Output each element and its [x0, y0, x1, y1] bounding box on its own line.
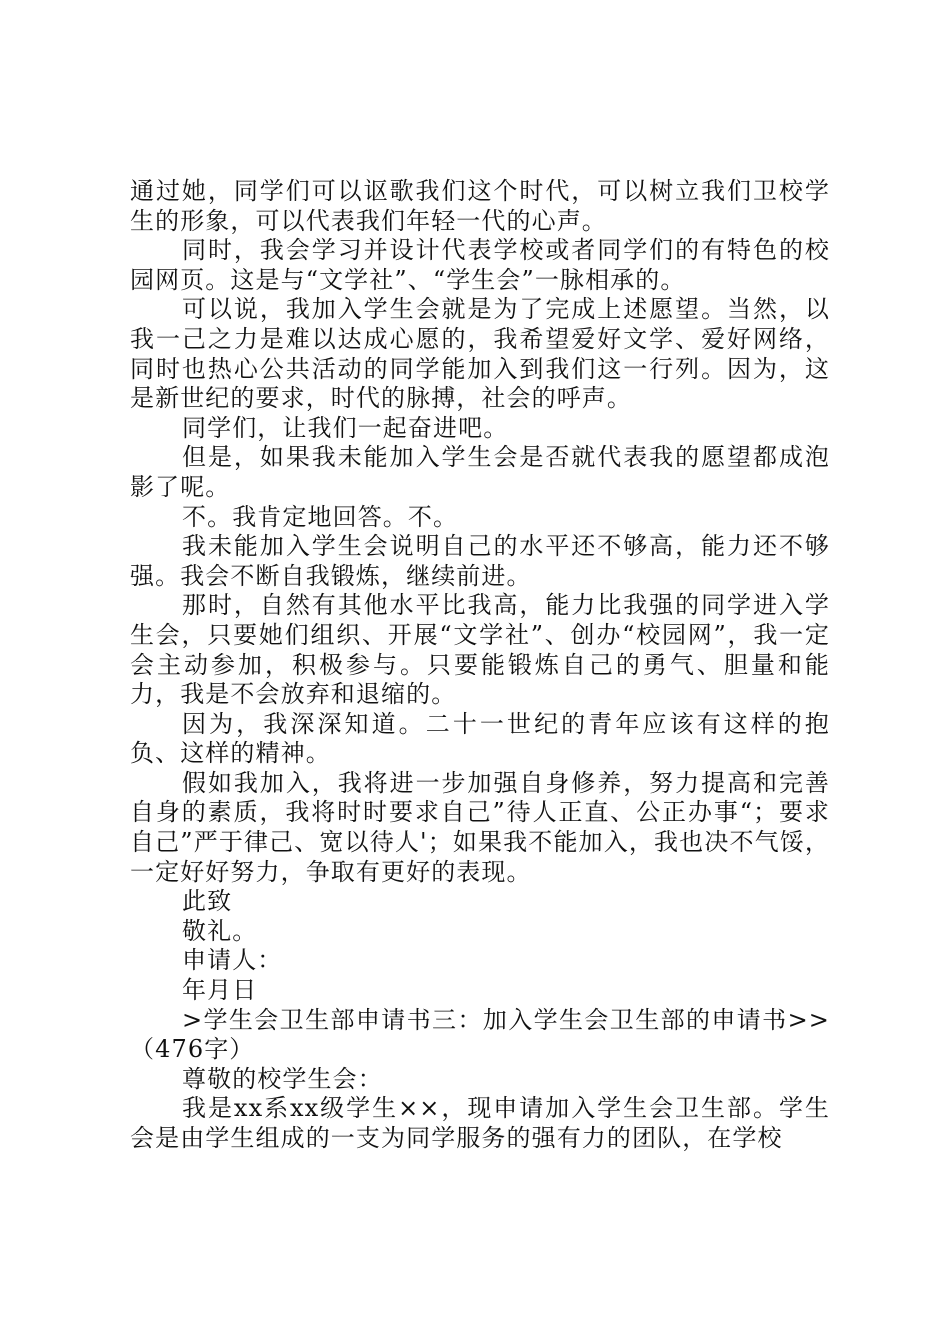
date-label: 年月日 [182, 976, 258, 1005]
paragraph-call-to-action: 同学们，让我们一起奋进吧。 [182, 413, 509, 442]
paragraph-webpage: 同时，我会学习并设计代表学校或者同学们的有特色的校园网页。这是与“文学社”、“学生会”一脉相承的。 [130, 236, 830, 294]
paragraph-self-improvement: 我未能加入学生会说明自己的水平还不够高，能力还不够强。我会不断自我锻炼，继续前进。 [130, 532, 830, 590]
paragraph-answer: 不。我肯定地回答。不。 [182, 502, 459, 531]
paragraph-introduction: 我是xx系xx级学生××，现申请加入学生会卫生部。学生会是由学生组成的一支为同学服务的强有力的团队，在学校 [130, 1094, 830, 1152]
letter-greeting: 尊敬的校学生会： [182, 1064, 383, 1093]
section-heading-link: >学生会卫生部申请书三：加入学生会卫生部的申请书>>（476字） [130, 1005, 830, 1064]
paragraph-commitment: 假如我加入，我将进一步加强自身修养，努力提高和完善自身的素质，我将时时要求自己”待人正直、公正办事“；要求自己”严于律己、宽以待人'；如果我不能加入，我也决不气馁，一定好好努力，争取有更好的表现。 [130, 768, 830, 886]
paragraph-spirit: 因为，我深深知道。二十一世纪的青年应该有这样的抱负、这样的精神。 [130, 709, 830, 768]
paragraph-goal: 可以说，我加入学生会就是为了完成上述愿望。当然，以我一己之力是难以达成心愿的，我希望爱好文学、爱好网络，同时也热心公共活动的同学能加入到我们这一行列。因为，这是新世纪的要求，时代的脉搏，社会的呼声。 [130, 295, 830, 413]
closing-regards: 敬礼。 [182, 916, 258, 945]
applicant-label: 申请人： [182, 946, 283, 975]
paragraph-question: 但是，如果我未能加入学生会是否就代表我的愿望都成泡影了呢。 [130, 443, 830, 501]
document-body [130, 177, 830, 1154]
paragraph-continuation: 通过她，同学们可以讴歌我们这个时代，可以树立我们卫校学生的形象，可以代表我们年轻一代的心声。 [130, 177, 830, 235]
paragraph-participation: 那时，自然有其他水平比我高，能力比我强的同学进入学生会，只要她们组织、开展“文学社”、创办“校园网”，我一定会主动参加，积极参与。只要能锻炼自己的勇气、胆量和能力，我是不会放弃和退缩的。 [130, 591, 830, 709]
closing-salutation: 此致 [182, 887, 233, 916]
